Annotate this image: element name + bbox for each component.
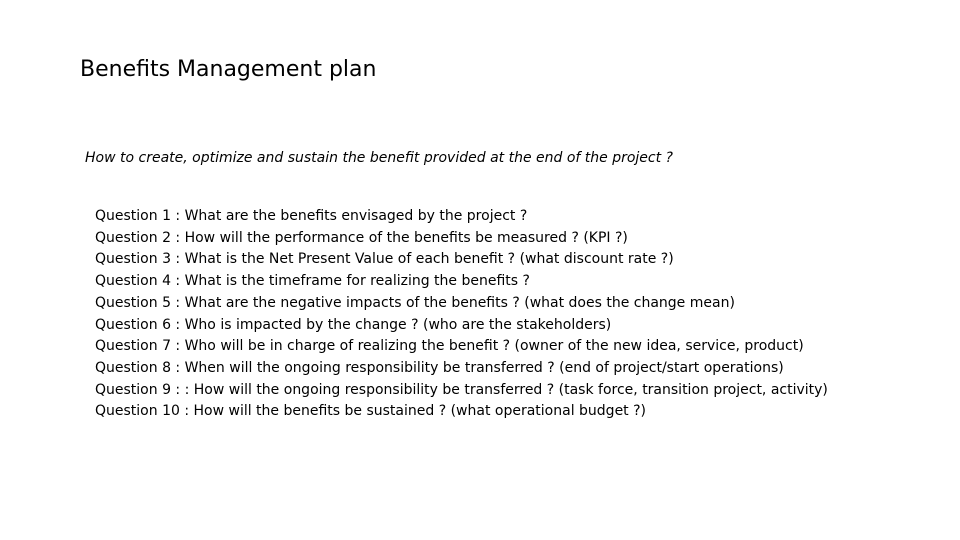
question-item-4: Question 4 : What is the timeframe for realizing the benefits ?	[95, 273, 530, 290]
question-item-10: Question 10 : How will the benefits be sustained ? (what operational budget ?)	[95, 403, 647, 420]
question-item-8: Question 8 : When will the ongoing responsibility be transferred ? (end of project/start operations)	[95, 359, 784, 376]
question-item-6: Question 6 : Who is impacted by the change ? (who are the stakeholders)	[95, 316, 612, 333]
question-item-5: Question 5 : What are the negative impacts of the benefits ? (what does the change mean)	[95, 294, 735, 311]
question-item-2: Question 2 : How will the performance of the benefits be measured ? (KPI ?)	[95, 229, 628, 246]
question-item-9: Question 9 : : How will the ongoing responsibility be transferred ? (task force, transition project, activity)	[95, 381, 828, 398]
slide-title: Benefits Management plan	[80, 57, 377, 82]
question-item-7: Question 7 : Who will be in charge of realizing the benefit ? (owner of the new idea, service, product)	[95, 338, 804, 355]
slide-subtitle: How to create, optimize and sustain the benefit provided at the end of the project ?	[85, 150, 673, 166]
question-item-3: Question 3 : What is the Net Present Value of each benefit ? (what discount rate ?)	[95, 251, 674, 268]
question-list	[95, 206, 828, 423]
question-item-1: Question 1 : What are the benefits envisaged by the project ?	[95, 208, 528, 224]
